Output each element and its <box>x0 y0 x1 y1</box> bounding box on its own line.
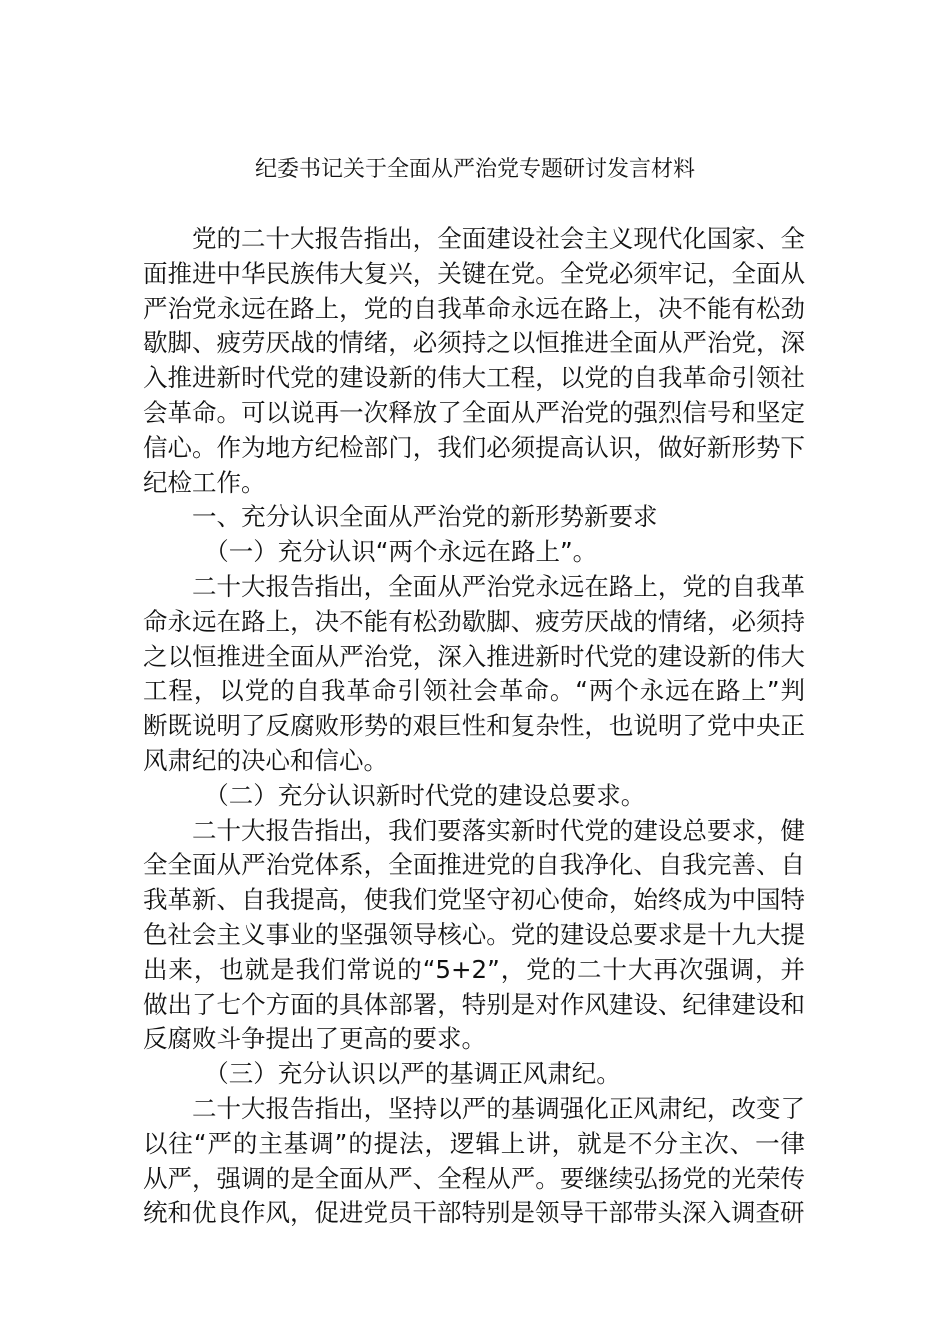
subsection-heading-2: （二）充分认识新时代党的建设总要求。 <box>204 780 646 810</box>
paragraph-intro: 党的二十大报告指出，全面建设社会主义现代化国家、全面推进中华民族伟大复兴，关键在党。全党必须牢记，全面从严治党永远在路上，党的自我革命永远在路上，决不能有松劲歇脚、疲劳厌战的情绪，必须持之以恒推进全面从严治党，深入推进新时代党的建设新的伟大工程，以党的自我革命引领社会革命。可以说再一次释放了全面从严治党的强烈信号和坚定信心。作为地方纪检部门，我们必须提高认识，做好新形势下纪检工作。 <box>143 224 805 497</box>
paragraph-3: 二十大报告指出，坚持以严的基调强化正风肃纪，改变了以往“严的主基调”的提法，逻辑上讲，就是不分主次、一律从严，强调的是全面从严、全程从严。要继续弘扬党的光荣传统和优良作风，促进党员干部特别是领导干部带头深入调查研 <box>143 1093 805 1228</box>
subsection-heading-1: （一）充分认识“两个永远在路上”。 <box>204 537 598 567</box>
paragraph-2: 二十大报告指出，我们要落实新时代党的建设总要求，健全全面从严治党体系，全面推进党的自我净化、自我完善、自我革新、自我提高，使我们党坚守初心使命，始终成为中国特色社会主义事业的坚强领导核心。党的建设总要求是十九大提出来，也就是我们常说的“5+2”，党的二十大再次强调，并做出了七个方面的具体部署，特别是对作风建设、纪律建设和反腐败斗争提出了更高的要求。 <box>143 815 805 1054</box>
document-body <box>143 222 805 1231</box>
subsection-heading-3: （三）充分认识以严的基调正风肃纪。 <box>204 1059 621 1089</box>
section-heading-1: 一、充分认识全面从严治党的新形势新要求 <box>192 502 658 532</box>
paragraph-1: 二十大报告指出，全面从严治党永远在路上，党的自我革命永远在路上，决不能有松劲歇脚、疲劳厌战的情绪，必须持之以恒推进全面从严治党，深入推进新时代党的建设新的伟大工程，以党的自我革命引领社会革命。“两个永远在路上”判断既说明了反腐败形势的艰巨性和复杂性，也说明了党中央正风肃纪的决心和信心。 <box>143 571 805 775</box>
document-title: 纪委书记关于全面从严治党专题研讨发言材料 <box>254 157 695 182</box>
